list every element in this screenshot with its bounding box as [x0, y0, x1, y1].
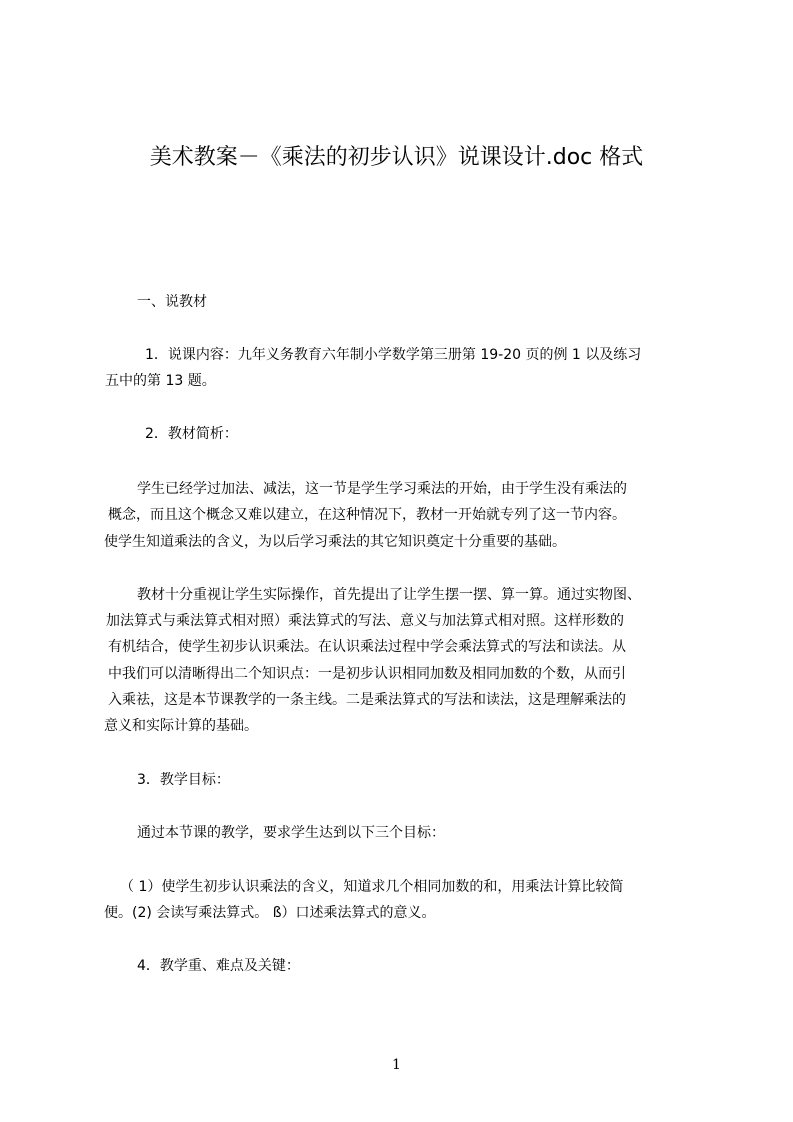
paragraph-line: 学生已经学过加法、减法，这一节是学生学习乘法的开始，由于学生没有乘法的	[137, 481, 627, 497]
paragraph-line: 意义和实际计算的基础。	[104, 718, 258, 734]
paragraph-line: 入乘祛，这是本节课教学的一条主线。二是乘法算式的写法和读法，这是理解乘法的	[108, 692, 626, 708]
paragraph-line: 五中的第 13 题。	[105, 373, 216, 389]
page-number: 1	[392, 1057, 401, 1073]
subheading: 4．教学重、难点及关键：	[137, 958, 300, 974]
subheading: 3．教学目标：	[137, 772, 230, 788]
paragraph-line: 有机结合，使学生初步认识乘法。在认识乘法过程中学会乘法算式的写法和读法。从	[108, 639, 626, 655]
subheading: 2．教材简析：	[145, 426, 238, 442]
paragraph-line: 概念，而且这个概念又难以建立，在这种情况下，教材一开始就专列了这一节内容。	[108, 507, 626, 523]
paragraph-line: 加法算式与乘法算式相对照）乘法算式的写法、意义与加法算式相对照。这样形数的	[106, 613, 624, 629]
section-heading: 一、说教材	[137, 294, 207, 310]
paragraph-line: 教材十分重视让学生实际操作，首先提出了让学生摆一摆、算一算。通过实物图、	[137, 587, 641, 603]
paragraph-line: 中我们可以清晰得出二个知识点：一是初步认识相同加数及相同加数的个数，从而引	[108, 666, 626, 682]
paragraph-line: 通过本节课的教学，要求学生达到以下三个目标：	[137, 825, 445, 841]
paragraph-line: 使学生知道乘法的含义，为以后学习乘法的其它知识奠定十分重要的基础。	[104, 534, 566, 550]
document-title: 美术教案－《乘法的初步认识》说课设计.doc 格式	[149, 145, 644, 170]
paragraph-line: 1．说课内容：九年义务教育六年制小学数学第三册第 19-20 页的例 1 以及练习	[145, 347, 642, 363]
paragraph-line: （ 1）使学生初步认识乘法的含义，知道求几个相同加数的和，用乘法计算比较简	[120, 879, 624, 895]
paragraph-line: 便。(2) 会读写乘法算式。 ß）口述乘法算式的意义。	[104, 905, 436, 921]
